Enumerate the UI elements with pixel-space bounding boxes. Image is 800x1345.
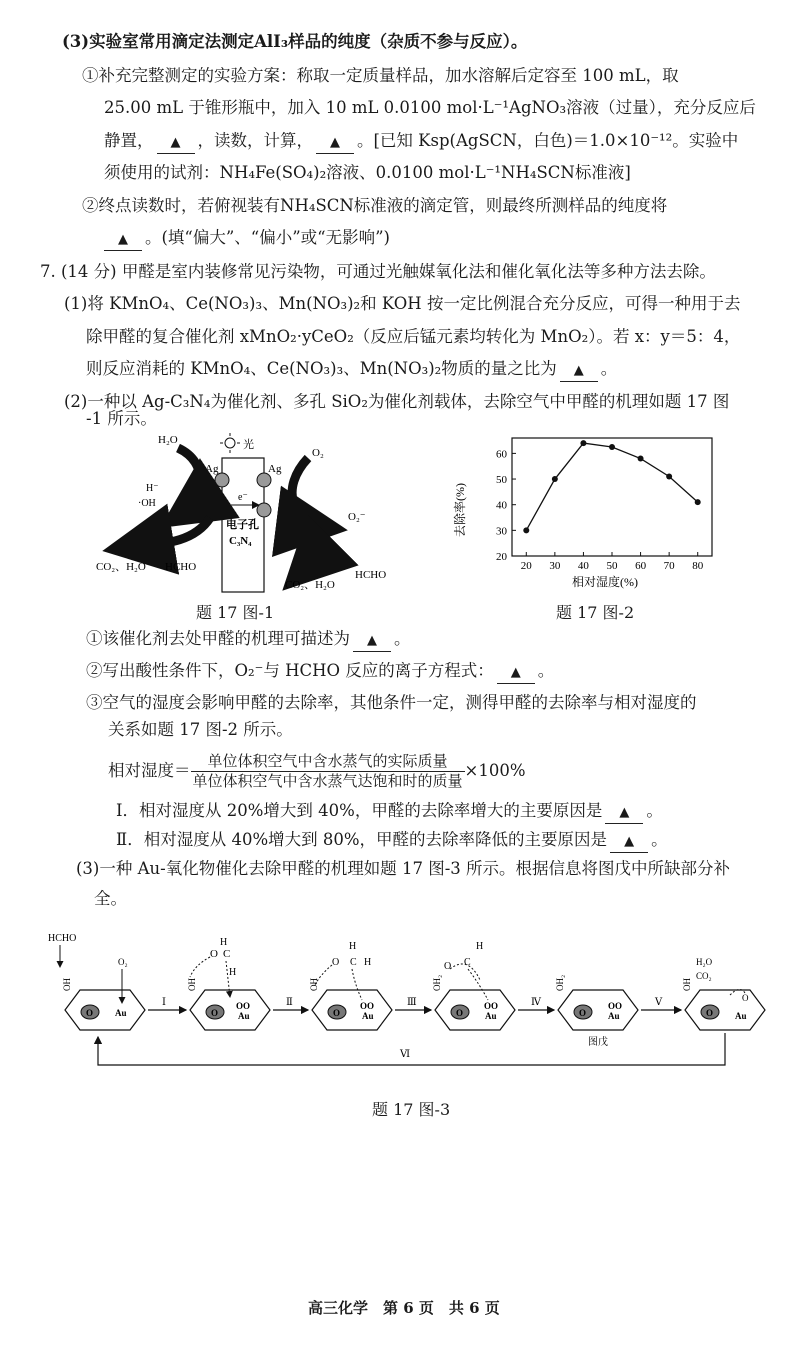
o-label: O xyxy=(333,1008,341,1018)
o2-label: O₂ xyxy=(118,957,128,967)
au-label: Au xyxy=(485,1011,497,1021)
chart-xlabel: 相对湿度(%) xyxy=(572,575,638,589)
oh-label: OH xyxy=(682,978,692,991)
catalyst-hexagon-1 xyxy=(65,990,145,1030)
answer-blank[interactable]: ▲ xyxy=(104,230,142,251)
series-line xyxy=(526,443,697,530)
chart-axes xyxy=(496,438,712,572)
answer-blank[interactable]: ▲ xyxy=(560,361,598,382)
q3-part1-line4: 须使用的试剂：NH₄Fe(SO₄)₂溶液、0.0100 mol·L⁻¹NH₄SCN标准液] xyxy=(104,163,631,182)
h-label: H xyxy=(220,937,228,948)
oo-label: OO xyxy=(608,1001,623,1011)
q17-s1-line3 xyxy=(86,359,617,382)
figure-17-2-chart xyxy=(450,428,730,593)
co2h2o-left-label: CO₂、H₂O xyxy=(96,561,146,573)
answer-blank[interactable]: ▲ xyxy=(316,133,354,154)
formula-numerator: 单位体积空气中含水蒸气的实际质量 xyxy=(191,752,465,772)
oo-label: OO xyxy=(360,1001,375,1011)
oh-label: OH xyxy=(309,978,319,991)
figure-17-3-mechanism xyxy=(40,925,770,1075)
chart-ylabel: 去除率(%) xyxy=(453,483,467,537)
hcho-right-label: HCHO xyxy=(355,569,387,581)
o-label: O xyxy=(211,1008,219,1018)
step-5-label: Ⅴ xyxy=(655,997,663,1008)
q17-s1-line1: (1)将 KMnO₄、Ce(NO₃)₃、Mn(NO₃)₂和 KOH 按一定比例混合充分反应，可得一种用于去 xyxy=(64,294,741,313)
catalyst-hexagon-wu xyxy=(558,990,638,1030)
q17-reason1 xyxy=(116,801,663,824)
q17-s3-line2: 全。 xyxy=(94,889,127,908)
y-tick-label: 60 xyxy=(496,448,507,461)
x-tick-label: 50 xyxy=(606,560,618,572)
o-label: O xyxy=(210,948,218,960)
step-3-label: Ⅲ xyxy=(407,997,417,1008)
o2minus-label: O₂⁻ xyxy=(348,511,366,523)
x-tick-label: 60 xyxy=(635,560,647,572)
catalyst-hexagon-3 xyxy=(312,990,392,1030)
q3-part2-line1: ②终点读数时，若俯视装有NH₄SCN标准液的滴定管，则最终所测样品的纯度将 xyxy=(82,196,668,215)
ag-left-label: Ag xyxy=(205,463,219,475)
text-segment: 则反应消耗的 KMnO₄、Ce(NO₃)₃、Mn(NO₃)₂物质的量之比为 xyxy=(86,359,557,378)
hminus-label: H⁻ xyxy=(146,483,159,494)
oo-label: OO xyxy=(484,1001,499,1011)
data-point xyxy=(638,456,644,462)
h2o-label: H₂O xyxy=(158,434,178,446)
answer-blank[interactable]: ▲ xyxy=(353,631,391,652)
q17-sub3-line2: 关系如题 17 图-2 所示。 xyxy=(108,720,293,739)
figure-17-1-caption: 题 17 图-1 xyxy=(196,603,275,622)
h2o-label: H₂O xyxy=(696,957,713,967)
chart-series xyxy=(523,440,700,533)
answer-blank[interactable]: ▲ xyxy=(610,832,648,853)
o-label: O xyxy=(456,1008,464,1018)
h-label: H xyxy=(476,941,484,952)
o2-label: O₂ xyxy=(312,447,324,459)
data-point xyxy=(552,476,558,482)
co2h2o-right-label: CO₂、H₂O xyxy=(285,579,335,591)
light-label: 光 xyxy=(243,439,254,451)
h-label: H xyxy=(349,941,357,952)
chart-frame xyxy=(512,438,712,556)
electron-label: e⁻ xyxy=(238,492,248,503)
step-1-label: Ⅰ xyxy=(162,997,166,1008)
figure-17-1-mechanism xyxy=(80,428,410,598)
h-label: H xyxy=(229,967,237,978)
catalyst-hexagon-2 xyxy=(190,990,270,1030)
x-tick-label: 20 xyxy=(520,560,532,572)
text-segment: 。 xyxy=(537,661,555,680)
c-label: C xyxy=(464,957,471,968)
o-label: O xyxy=(706,1008,714,1018)
text-segment: ①该催化剂去处甲醛的机理可描述为 xyxy=(86,629,350,648)
formula-tail: ×100% xyxy=(464,761,526,780)
x-tick-label: 80 xyxy=(692,560,704,572)
data-point xyxy=(580,440,586,446)
step-2-label: Ⅱ xyxy=(286,997,293,1008)
x-tick-label: 70 xyxy=(663,560,675,572)
text-segment: Ⅰ．相对湿度从 20%增大到 40%，甲醛的去除率增大的主要原因是 xyxy=(116,801,603,820)
q17-heading: 7. (14 分) 甲醛是室内装修常见污染物，可通过光触媒氧化法和催化氧化法等多种方法去除。 xyxy=(40,262,716,281)
q17-sub2 xyxy=(86,661,554,684)
oh2-label: OH₂ xyxy=(432,974,442,991)
q17-s2-line2: -1 所示。 xyxy=(86,409,157,428)
data-point xyxy=(666,473,672,479)
q17-s3-line1: (3)一种 Au-氧化物催化去除甲醛的机理如题 17 图-3 所示。根据信息将图戊中所缺部分补 xyxy=(76,859,731,878)
text-segment: 。 xyxy=(394,629,411,648)
answer-blank[interactable]: ▲ xyxy=(497,663,535,684)
q17-reason2 xyxy=(116,830,668,853)
formula-fraction xyxy=(191,752,465,791)
o-label: O xyxy=(332,957,340,968)
oh-label: OH xyxy=(62,978,72,991)
au-label: Au xyxy=(238,1011,250,1021)
ag-particle xyxy=(215,473,229,487)
text-segment: 。 xyxy=(651,830,668,849)
catalyst-hexagon-6 xyxy=(685,990,765,1030)
o-label: O xyxy=(86,1008,94,1018)
ag-particle xyxy=(257,503,271,517)
oo-label: OO xyxy=(236,1001,251,1011)
y-tick-label: 40 xyxy=(496,499,507,512)
q3-part1-line3 xyxy=(104,131,738,154)
o-label: O xyxy=(444,961,452,972)
oh2-label: OH₂ xyxy=(555,974,565,991)
au-label: Au xyxy=(608,1011,620,1021)
au-label: Au xyxy=(735,1011,747,1021)
x-tick-label: 40 xyxy=(577,560,589,572)
q17-sub3-line1: ③空气的湿度会影响甲醛的去除率，其他条件一定，测得甲醛的去除率与相对湿度的 xyxy=(86,693,697,712)
au-label: Au xyxy=(362,1011,374,1021)
relative-humidity-formula xyxy=(108,752,526,791)
text-segment: 。[已知 Ksp(AgSCN，白色)＝1.0×10⁻¹²。实验中 xyxy=(357,131,739,150)
o-label: O xyxy=(579,1008,587,1018)
text-segment: 静置， xyxy=(104,131,154,150)
text-segment: Ⅱ．相对湿度从 40%增大到 80%，甲醛的去除率降低的主要原因是 xyxy=(116,830,608,849)
hcho-label: HCHO xyxy=(48,933,77,944)
catalyst-hexagon-4 xyxy=(435,990,515,1030)
y-tick-label: 20 xyxy=(496,551,507,563)
answer-blank[interactable]: ▲ xyxy=(157,133,195,154)
formula-denominator: 单位体积空气中含水蒸气达饱和时的质量 xyxy=(192,772,463,790)
step-6-label: Ⅵ xyxy=(400,1049,411,1060)
text-segment: ②写出酸性条件下，O₂⁻与 HCHO 反应的离子方程式： xyxy=(86,661,494,680)
formula-label: 相对湿度＝ xyxy=(108,761,191,780)
data-point xyxy=(523,527,529,533)
au-label: Au xyxy=(115,1008,127,1018)
x-tick-label: 30 xyxy=(549,560,561,572)
oh-label: OH xyxy=(187,978,197,991)
q17-s1-line2: 除甲醛的复合催化剂 xMnO₂·yCeO₂（反应后锰元素均转化为 MnO₂）。若 x：y＝5：4， xyxy=(86,327,741,346)
y-tick-label: 50 xyxy=(496,474,507,487)
q3-part2-line2 xyxy=(104,228,390,251)
hcho-left-label: HCHO xyxy=(165,561,197,573)
oh-label: ·OH xyxy=(138,498,156,509)
text-segment: ，读数，计算， xyxy=(197,131,313,150)
ag-particle xyxy=(215,503,229,517)
data-point xyxy=(609,444,615,450)
q3-part1-line1: ①补充完整测定的实验方案：称取一定质量样品，加水溶解后定容至 100 mL，取 xyxy=(82,66,679,85)
answer-blank[interactable]: ▲ xyxy=(605,803,643,824)
c-label: C xyxy=(223,948,231,960)
q3-part1-line2: 25.00 mL 于锥形瓶中，加入 10 mL 0.0100 mol·L⁻¹AgNO₃溶液（过量），充分反应后 xyxy=(104,98,756,117)
page-footer: 高三化学 第 6 页 共 6 页 xyxy=(308,1299,500,1317)
co2-label: CO₂ xyxy=(696,971,712,981)
h-label: H xyxy=(364,957,372,968)
hole-label: 电子孔 xyxy=(226,519,259,531)
figure-17-3-caption: 题 17 图-3 xyxy=(372,1100,451,1119)
text-segment: 。 xyxy=(600,359,618,378)
q17-s2-line1: (2)一种以 Ag-C₃N₄为催化剂、多孔 SiO₂为催化剂载体，去除空气中甲醛的机理如题 17 图 xyxy=(64,392,730,411)
text-segment: 。 xyxy=(646,801,663,820)
q17-sub1 xyxy=(86,629,411,652)
figure-wu-label: 图戊 xyxy=(588,1037,608,1048)
ag-right-label: Ag xyxy=(268,463,282,475)
ag-particle xyxy=(257,473,271,487)
text-segment: 。(填“偏大”、“偏小”或“无影响”) xyxy=(145,228,390,247)
c-label: C xyxy=(350,957,357,968)
o-label: O xyxy=(742,993,749,1003)
y-tick-label: 30 xyxy=(496,525,507,538)
q3-heading: (3)实验室常用滴定法测定AlI₃样品的纯度（杂质不参与反应）。 xyxy=(62,32,528,51)
step-4-label: Ⅳ xyxy=(531,997,541,1008)
sun-icon xyxy=(225,438,235,448)
c3n4-label: C₃N₄ xyxy=(229,535,252,547)
figure-17-2-caption: 题 17 图-2 xyxy=(556,603,635,622)
data-point xyxy=(695,499,701,505)
